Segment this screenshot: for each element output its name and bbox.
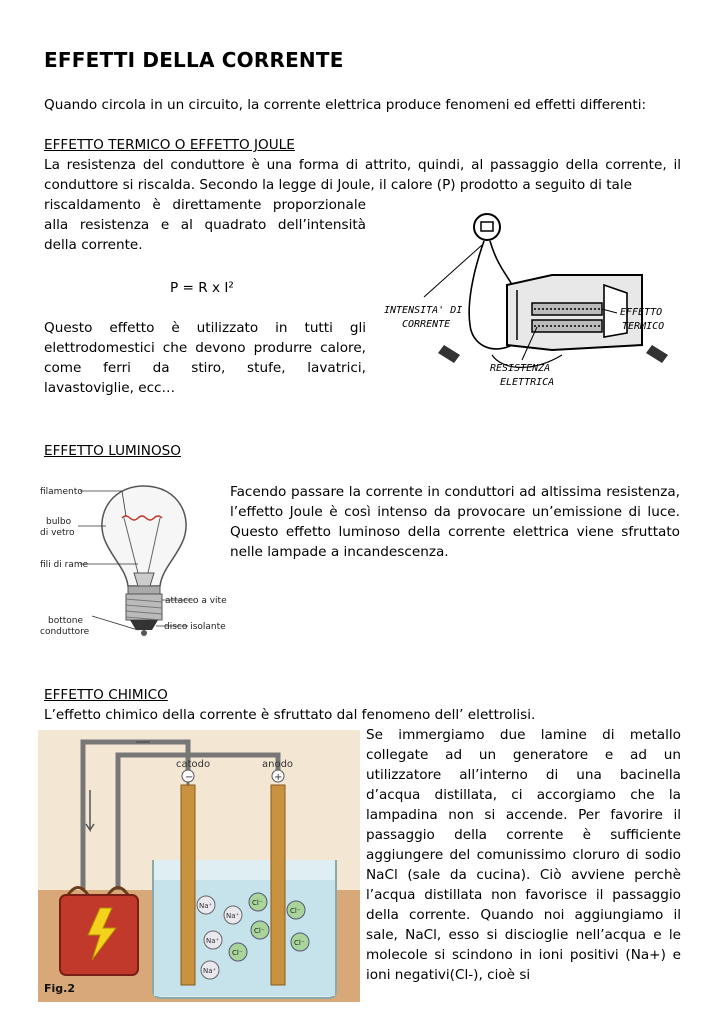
intro-text: Quando circola in un circuito, la corrente elettrica produce fenomeni ed effetti differenti: [44,97,647,113]
ion-cl-1: Cl⁻ [252,899,263,907]
ion-na-2: Na⁺ [226,912,240,920]
ion-cl-3: Cl⁻ [232,949,243,957]
joule-paragraph-1: La resistenza del conduttore è una forma di attrito, quindi, al passaggio della corrente, il conduttore si riscalda. Secondo la legge di Joule, il calore (P) prodotto a seguito di tale [44,157,681,193]
joule-heading: EFFETTO TERMICO O EFFETTO JOULE [44,137,295,153]
label-disco: disco isolante [164,622,226,632]
label-bulbo-1: bulbo [46,517,72,527]
joule-figure [372,205,692,400]
joule-paragraph-1b: riscaldamento è direttamente proporzionale alla resistenza e al quadrato dell’intensità della corrente. [44,197,366,253]
luminoso-paragraph: Facendo passare la corrente in conduttori ad altissima resistenza, l’effetto Joule è così intenso da provocare un’emissione di luce. Questo effetto luminoso della corrente elettrica viene sfruttato nelle lampade a incandescenza. [230,484,680,560]
luminoso-heading: EFFETTO LUMINOSO [44,443,181,459]
label-attacco: attacco a vite [165,596,227,606]
label-minus: − [185,772,194,783]
page-title: EFFETTI DELLA CORRENTE [44,48,344,72]
label-effetto-1: EFFETTO [620,307,663,318]
chimico-heading: EFFETTO CHIMICO [44,687,168,703]
label-fili: fili di rame [40,560,89,570]
figure-number: Fig.2 [44,982,75,995]
label-catodo: catodo [176,759,211,770]
joule-formula: P = R x I² [170,280,234,296]
bulb-figure [34,478,234,643]
chimico-paragraph-2: Se immergiamo due lamine di metallo collegate ad un generatore e ad un utilizzatore all’interno di una bacinella d’acqua distillata, ci accorgiamo che la lampadina non si accende. Per favorire il passaggio della corrente è sufficiente aggiungere del comunissimo cloruro di sodio NaCl (sale da cucina). Ciò avviene perchè l’acqua distillata non favorisce il passaggio della corrente. Quando noi aggiungiamo il sale, NaCl, esso si discioglie nell’acqua e le molecole si scindono in ioni positivi (Na+) e ioni negativi(Cl-), cioè si [366,727,681,983]
label-resistenza-1: RESISTENZA [490,363,551,374]
ion-na-1: Na⁺ [199,902,213,910]
label-filamento: filamento [40,487,83,497]
label-intensita-2: CORRENTE [402,319,451,330]
label-resistenza-2: ELETTRICA [500,377,555,388]
joule-paragraph-2: Questo effetto è utilizzato in tutti gli elettrodomestici che devono produrre calore, come ferri da stiro, stufe, lavatrici, lavastoviglie, ecc… [44,320,366,396]
label-bottone-1: bottone [48,616,84,626]
ion-na-3: Na⁺ [206,937,220,945]
label-plus: + [274,772,283,783]
electrolysis-figure [38,730,360,1002]
label-intensita-1: INTENSITA' DI [384,305,463,316]
label-anodo: anodo [262,759,294,770]
ion-cl-2: Cl⁻ [254,927,265,935]
chimico-paragraph-1: L’effetto chimico della corrente è sfruttato dal fenomeno dell’ elettrolisi. [44,707,536,723]
label-effetto-2: TERMICO [622,321,665,332]
ion-na-4: Na⁺ [203,967,217,975]
label-bulbo-2: di vetro [40,528,75,538]
ion-cl-5: Cl⁻ [290,907,301,915]
label-bottone-2: conduttore [40,627,90,637]
ion-cl-4: Cl⁻ [294,939,305,947]
